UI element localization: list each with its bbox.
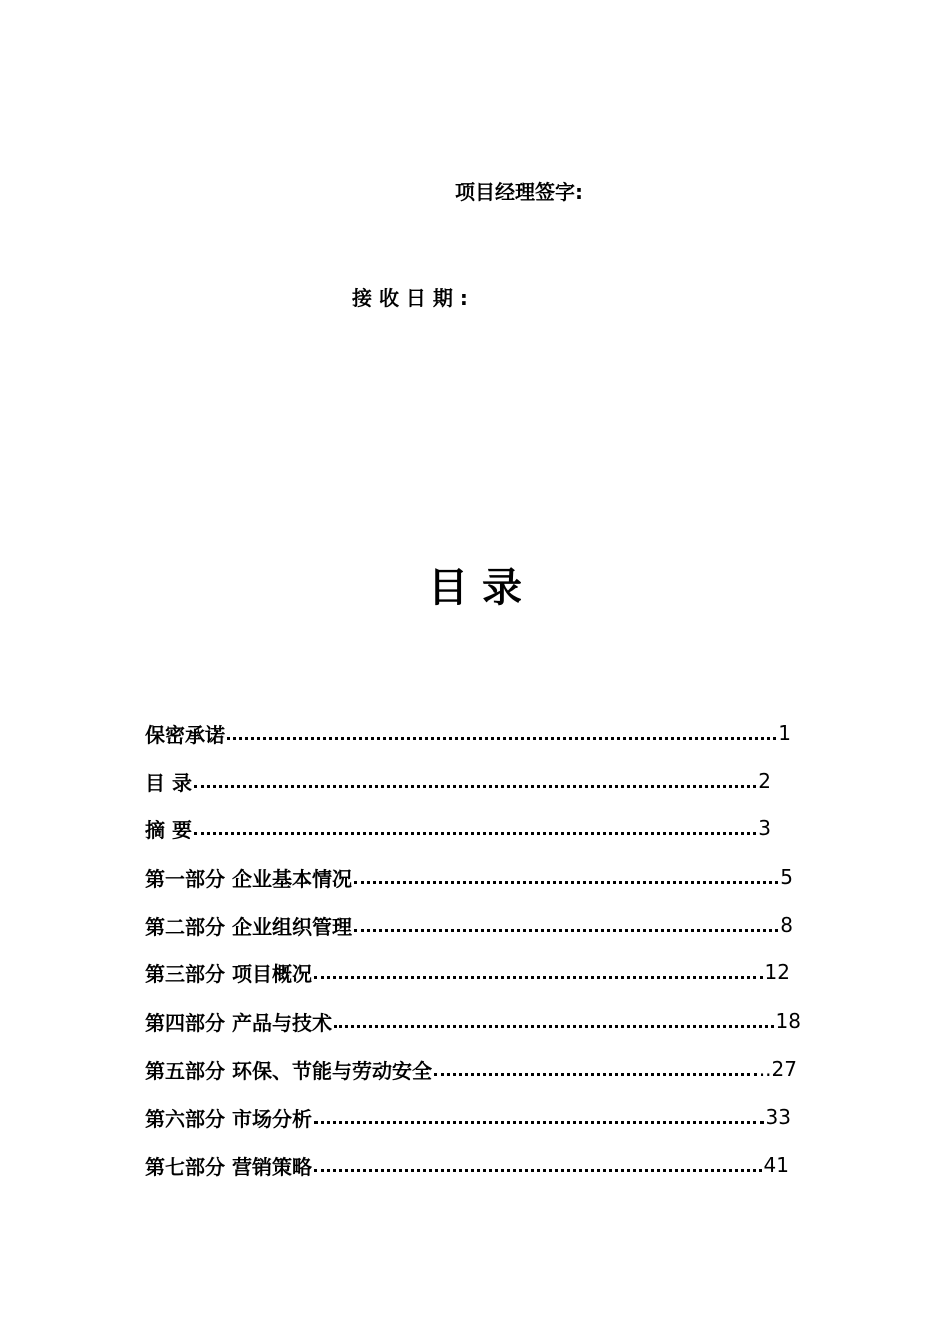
toc-dot-leader (194, 813, 756, 843)
toc-entry-page: 8 (780, 913, 793, 937)
receive-date-label: 接 收 日 期 : (352, 286, 468, 310)
toc-entry-abstract[interactable] (145, 813, 771, 843)
toc-entry-label: 第五部分 环保、节能与劳动安全 (145, 1058, 432, 1083)
toc-entry-page: 2 (758, 769, 771, 793)
toc-entry-label: 第一部分 企业基本情况 (145, 866, 352, 891)
toc-entry-page: 3 (758, 816, 771, 840)
toc-dot-leader (314, 957, 763, 987)
toc-entry-label: 摘 要 (145, 817, 192, 842)
toc-entry-page: 18 (775, 1009, 801, 1033)
toc-dot-leader (314, 1102, 764, 1132)
toc-entry-page: ..27 (758, 1057, 797, 1081)
toc-dot-leader (334, 1006, 774, 1036)
toc-entry-label: 第三部分 项目概况 (145, 961, 312, 986)
manager-signature-label: 项目经理签字: (455, 180, 583, 204)
toc-entry-page: 41 (763, 1153, 789, 1177)
toc-dot-leader (314, 1150, 762, 1180)
toc-title: 目 录 (428, 565, 522, 611)
toc-entry-contents[interactable] (145, 766, 771, 796)
toc-entry-confidentiality[interactable] (145, 718, 791, 748)
toc-entry-page: 1 (778, 721, 791, 745)
toc-entry-part-6[interactable] (145, 1102, 791, 1132)
toc-dot-leader (434, 1054, 757, 1084)
toc-entry-page: 33 (765, 1105, 791, 1129)
toc-dot-leader (354, 910, 778, 940)
toc-entry-label: 保密承诺 (145, 722, 225, 747)
toc-entry-page: 5 (780, 865, 793, 889)
toc-entry-part-1[interactable] (145, 862, 793, 892)
toc-entry-label: 第六部分 市场分析 (145, 1106, 312, 1131)
toc-entry-part-2[interactable] (145, 910, 793, 940)
toc-entry-label: 第二部分 企业组织管理 (145, 914, 352, 939)
toc-entry-part-4[interactable] (145, 1006, 801, 1036)
toc-entry-part-7[interactable] (145, 1150, 789, 1180)
toc-entry-label: 第四部分 产品与技术 (145, 1010, 332, 1035)
toc-dot-leader (354, 862, 778, 892)
toc-entry-label: 第七部分 营销策略 (145, 1154, 312, 1179)
toc-dot-leader (227, 718, 776, 748)
toc-dot-leader (194, 766, 756, 796)
toc-entry-part-3[interactable] (145, 957, 790, 987)
toc-entry-page: 12 (764, 960, 790, 984)
toc-entry-part-5[interactable] (145, 1054, 797, 1084)
toc-entry-label: 目 录 (145, 770, 192, 795)
